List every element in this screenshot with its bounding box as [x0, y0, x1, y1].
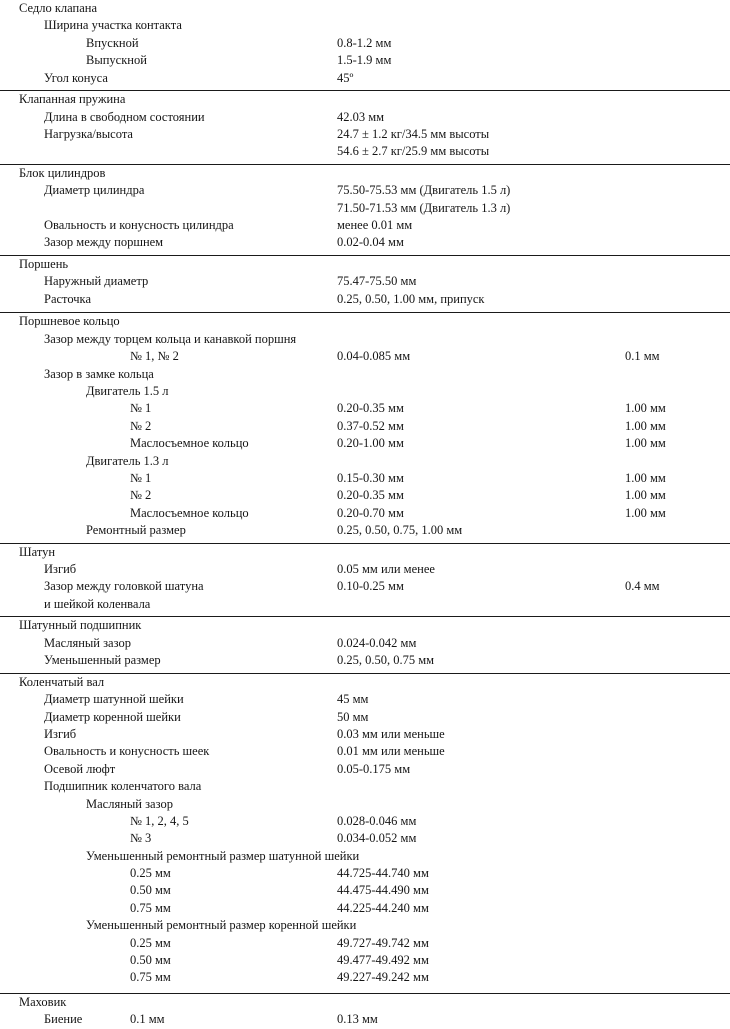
spec-row [0, 383, 730, 400]
spec-label: Масляный зазор [86, 796, 173, 811]
section-title: Поршень [19, 257, 69, 272]
spec-limit: 1.00 мм [625, 418, 666, 433]
spec-label: Диаметр коренной шейки [44, 709, 181, 724]
spec-row [0, 52, 730, 69]
spec-row [0, 865, 730, 882]
spec-row [0, 143, 730, 160]
spec-label: Овальность и конусность цилиндра [44, 218, 234, 233]
spec-label: Подшипник коленчатого вала [44, 779, 202, 794]
spec-label: 0.50 мм [130, 883, 171, 898]
spec-row [0, 435, 730, 452]
spec-label: Нагрузка/высота [44, 126, 133, 141]
spec-value: 45 мм [337, 692, 369, 707]
spec-label: 0.25 мм [130, 935, 171, 950]
spec-row [0, 217, 730, 234]
spec-label: Уменьшенный ремонтный размер коренной шейки [86, 918, 357, 933]
spec-limit: 1.00 мм [625, 470, 666, 485]
spec-label: Изгиб [44, 562, 77, 577]
spec-label: Осевой люфт [44, 761, 116, 776]
spec-row [0, 291, 730, 308]
spec-row [0, 778, 730, 795]
spec-value: 0.028-0.046 мм [337, 813, 417, 828]
spec-row [0, 70, 730, 87]
spec-label: № 2 [130, 488, 152, 503]
spec-label: Длина в свободном состоянии [44, 109, 205, 124]
spec-row [0, 952, 730, 969]
spec-label: Зазор между торцем кольца и канавкой поршня [44, 331, 297, 346]
spec-value: 75.47-75.50 мм [337, 274, 417, 289]
section-title: Коленчатый вал [19, 674, 105, 689]
spec-row [0, 561, 730, 578]
section-header [0, 256, 730, 273]
spec-row [0, 652, 730, 669]
spec-row [0, 848, 730, 865]
section-header [0, 91, 730, 108]
spec-row [0, 17, 730, 34]
spec-value: 0.15-0.30 мм [337, 470, 404, 485]
spec-value: 0.25, 0.50, 1.00 мм, припуск [337, 291, 485, 306]
spec-limit: 1.00 мм [625, 401, 666, 416]
section-header [0, 617, 730, 634]
spec-label: 0.25 мм [130, 866, 171, 881]
spec-section [0, 90, 730, 161]
spec-section [0, 673, 730, 987]
spec-label: Зазор между головкой шатуна [44, 579, 204, 594]
spec-label: Уменьшенный размер [44, 653, 161, 668]
spec-label: Угол конуса [44, 70, 108, 85]
spec-value: 0.05-0.175 мм [337, 761, 411, 776]
spec-label: Наружный диаметр [44, 274, 149, 289]
spec-limit: 0.1 мм [625, 349, 660, 364]
spec-label: 0.75 мм [130, 900, 171, 915]
spec-row [0, 743, 730, 760]
spec-value: 0.10-0.25 мм [337, 579, 404, 594]
spec-row [0, 761, 730, 778]
spec-label: Ширина участка контакта [44, 18, 182, 33]
spec-row [0, 487, 730, 504]
section-header [0, 674, 730, 691]
spec-value: менее 0.01 мм [337, 218, 413, 233]
section-title: Седло клапана [19, 1, 98, 15]
spec-value: 54.6 ± 2.7 кг/25.9 мм высоты [337, 144, 490, 159]
spec-section [0, 255, 730, 308]
spec-row [0, 726, 730, 743]
spec-label: № 1 [130, 401, 152, 416]
spec-limit: 0.4 мм [625, 579, 660, 594]
spec-row [0, 796, 730, 813]
spec-section [0, 543, 730, 614]
spec-row [0, 331, 730, 348]
spec-value: 0.01 мм или меньше [337, 744, 445, 759]
spec-value: 0.20-1.00 мм [337, 436, 404, 451]
spec-value: 0.20-0.35 мм [337, 488, 404, 503]
section-title: Шатун [19, 544, 56, 559]
spec-row [0, 109, 730, 126]
spec-label: № 1, 2, 4, 5 [130, 813, 189, 828]
spec-label: 0.50 мм [130, 953, 171, 968]
section-title: Шатунный подшипник [19, 618, 142, 633]
spec-value: 0.05 мм или менее [337, 562, 435, 577]
spec-row [0, 578, 730, 595]
spec-row [0, 709, 730, 726]
spec-row [0, 234, 730, 251]
spec-value: 44.725-44.740 мм [337, 866, 429, 881]
spec-label: Двигатель 1.3 л [86, 453, 169, 468]
spec-row [0, 505, 730, 522]
spec-row [0, 35, 730, 52]
spec-limit: 1.00 мм [625, 505, 666, 520]
spec-section [0, 993, 730, 1029]
spec-row [0, 273, 730, 290]
spec-label: № 2 [130, 418, 152, 433]
spec-row [0, 917, 730, 934]
spec-label: и шейкой коленвала [44, 596, 151, 611]
spec-row [0, 935, 730, 952]
spec-value: 0.25, 0.50, 0.75 мм [337, 653, 435, 668]
spec-section [0, 616, 730, 669]
spec-row [0, 1011, 730, 1028]
spec-row [0, 813, 730, 830]
spec-label: Диаметр шатунной шейки [44, 692, 184, 707]
section-title: Поршневое кольцо [19, 314, 120, 329]
spec-label: Уменьшенный ремонтный размер шатунной шейки [86, 848, 360, 863]
spec-value: 75.50-75.53 мм (Двигатель 1.5 л) [337, 183, 511, 198]
spec-value: 44.475-44.490 мм [337, 883, 429, 898]
spec-label: Диаметр цилиндра [44, 183, 145, 198]
spec-value: 24.7 ± 1.2 кг/34.5 мм высоты [337, 126, 490, 141]
spec-row [0, 969, 730, 986]
spec-section [0, 312, 730, 539]
spec-label: Расточка [44, 291, 91, 306]
spec-value: 0.02-0.04 мм [337, 235, 404, 250]
spec-section [0, 0, 730, 87]
spec-section [0, 164, 730, 252]
spec-row [0, 348, 730, 365]
spec-row [0, 366, 730, 383]
section-header [0, 544, 730, 561]
spec-row [0, 126, 730, 143]
spec-value: 42.03 мм [337, 109, 385, 124]
spec-label: Овальность и конусность шеек [44, 744, 210, 759]
spec-label: Маслосъемное кольцо [130, 436, 249, 451]
spec-row [0, 596, 730, 613]
spec-label: Ремонтный размер [86, 523, 186, 538]
spec-label: Изгиб [44, 726, 77, 741]
spec-value: 71.50-71.53 мм (Двигатель 1.3 л) [337, 200, 511, 215]
spec-row [0, 830, 730, 847]
spec-value: 49.727-49.742 мм [337, 935, 429, 950]
spec-value: 0.13 мм [337, 1012, 378, 1027]
section-header [0, 994, 730, 1011]
spec-value: 0.20-0.35 мм [337, 401, 404, 416]
spec-label: Впускной [86, 35, 139, 50]
spec-value: 44.225-44.240 мм [337, 900, 429, 915]
spec-label: Масляный зазор [44, 635, 131, 650]
section-title: Блок цилиндров [19, 165, 106, 180]
spec-label: Выпускной [86, 53, 147, 68]
spec-label: Маслосъемное кольцо [130, 505, 249, 520]
spec-row [0, 635, 730, 652]
spec-row [0, 900, 730, 917]
spec-inline-note: 0.1 мм [130, 1012, 165, 1027]
spec-value: 49.477-49.492 мм [337, 953, 429, 968]
spec-row [0, 400, 730, 417]
section-title: Маховик [19, 994, 67, 1009]
section-header [0, 165, 730, 182]
spec-value: 50 мм [337, 709, 369, 724]
spec-row [0, 470, 730, 487]
spec-value: 0.04-0.085 мм [337, 349, 411, 364]
spec-value: 0.034-0.052 мм [337, 831, 417, 846]
spec-label: № 1, № 2 [130, 349, 179, 364]
spec-row [0, 882, 730, 899]
spec-row [0, 453, 730, 470]
spec-label: № 3 [130, 831, 152, 846]
spec-value: 0.03 мм или меньше [337, 726, 445, 741]
spec-value: 1.5-1.9 мм [337, 53, 392, 68]
spec-row [0, 182, 730, 199]
spec-label: Зазор в замке кольца [44, 366, 154, 381]
spec-label: № 1 [130, 470, 152, 485]
spec-row [0, 418, 730, 435]
section-title: Клапанная пружина [19, 92, 126, 107]
spec-value: 0.8-1.2 мм [337, 35, 392, 50]
spec-row [0, 522, 730, 539]
spec-value: 0.024-0.042 мм [337, 635, 417, 650]
spec-limit: 1.00 мм [625, 488, 666, 503]
spec-label: Двигатель 1.5 л [86, 383, 169, 398]
spec-label: Зазор между поршнем [44, 235, 164, 250]
spec-limit: 1.00 мм [625, 436, 666, 451]
spec-value: 45º [337, 70, 354, 85]
spec-row [0, 691, 730, 708]
spec-value: 0.25, 0.50, 0.75, 1.00 мм [337, 523, 463, 538]
spec-label: Биение [44, 1012, 83, 1027]
spec-value: 0.20-0.70 мм [337, 505, 404, 520]
section-header [0, 0, 730, 17]
spec-value: 49.227-49.242 мм [337, 970, 429, 985]
spec-row [0, 200, 730, 217]
section-header [0, 313, 730, 330]
spec-value: 0.37-0.52 мм [337, 418, 404, 433]
spec-label: 0.75 мм [130, 970, 171, 985]
